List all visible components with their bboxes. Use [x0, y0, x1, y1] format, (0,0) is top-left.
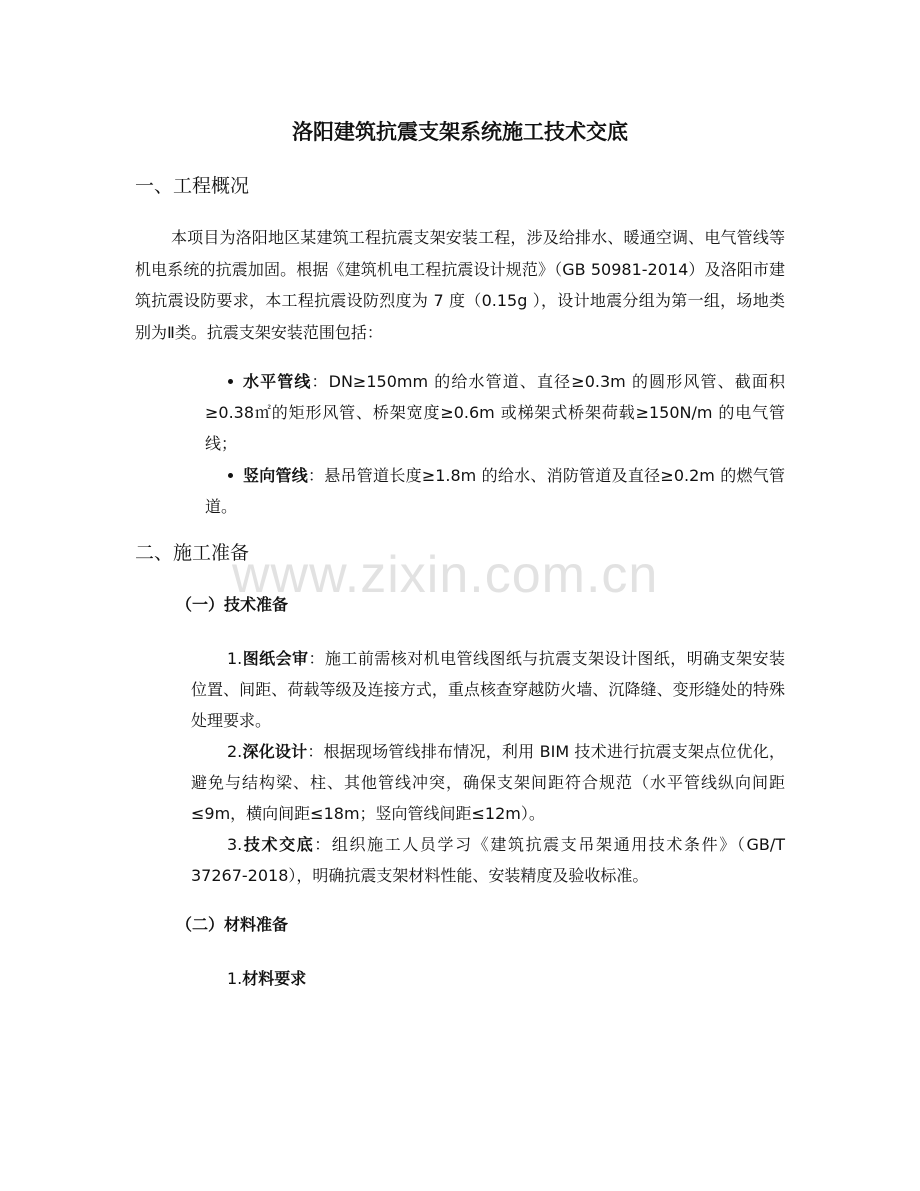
item-label: 技术交底	[242, 835, 315, 854]
item-label: 深化设计	[242, 742, 308, 761]
item-number: 1.	[227, 969, 243, 988]
item-label: 材料要求	[242, 969, 307, 988]
item-text: ：施工前需核对机电管线图纸与抗震支架设计图纸，明确支架安装位置、间距、荷载等级及连接方式，重点核查穿越防火墙、沉降缝、变形缝处的特殊处理要求。	[191, 649, 785, 730]
bullet-icon	[228, 379, 233, 384]
bullet-label: 水平管线	[243, 372, 312, 391]
list-item	[191, 829, 785, 891]
list-item	[191, 736, 785, 829]
list-item	[205, 460, 785, 522]
document-title: 洛阳建筑抗震支架系统施工技术交底	[292, 120, 628, 144]
item-label: 图纸会审	[242, 649, 309, 668]
section-heading-preparation: 二、施工准备	[135, 542, 250, 564]
bullet-body: ：DN≥150mm 的给水管道、直径≥0.3m 的圆形风管、截面积≥0.38㎡的矩形风管、桥架宽度≥0.6m 或梯架式桥架荷载≥150N/m 的电气管线；	[205, 372, 785, 453]
list-item	[191, 963, 785, 994]
item-text: ：根据现场管线排布情况，利用 BIM 技术进行抗震支架点位优化，避免与结构梁、柱、其他管线冲突，确保支架间距符合规范（水平管线纵向间距≤9m，横向间距≤18m；竖向管线间距≤12m）。	[191, 742, 785, 823]
subsection-heading-materials: （二）材料准备	[176, 915, 289, 934]
bullet-text	[205, 366, 785, 459]
bullet-text	[205, 460, 785, 522]
list-item	[205, 366, 785, 459]
bullet-label: 竖向管线	[243, 466, 309, 485]
subsection-heading-technical: （一）技术准备	[176, 595, 289, 614]
materials-prep-list	[191, 963, 785, 994]
watermark: www.zixin.com.cn	[232, 546, 659, 604]
section-heading-overview: 一、工程概况	[135, 175, 250, 197]
item-number: 2.	[227, 742, 243, 761]
item-number: 3.	[227, 835, 243, 854]
item-number: 1.	[227, 649, 243, 668]
bullet-body: ：悬吊管道长度≥1.8m 的给水、消防管道及直径≥0.2m 的燃气管道。	[205, 466, 785, 516]
technical-prep-list	[191, 643, 785, 891]
item-text: ：组织施工人员学习《建筑抗震支吊架通用技术条件》（GB/T 37267-2018），明确抗震支架材料性能、安装精度及验收标准。	[191, 835, 785, 885]
overview-paragraph: 本项目为洛阳地区某建筑工程抗震支架安装工程，涉及给排水、暖通空调、电气管线等机电系统的抗震加固。根据《建筑机电工程抗震设计规范》（GB 50981-2014）及洛阳市建筑抗震设防要求，本工程抗震设防烈度为 7 度（0.15g ），设计地震分组为第一组，场地类别为Ⅱ类。抗震支架安装范围包括：	[135, 228, 785, 342]
list-item	[191, 643, 785, 736]
scope-bullet-list	[205, 366, 785, 522]
bullet-icon	[228, 473, 233, 478]
